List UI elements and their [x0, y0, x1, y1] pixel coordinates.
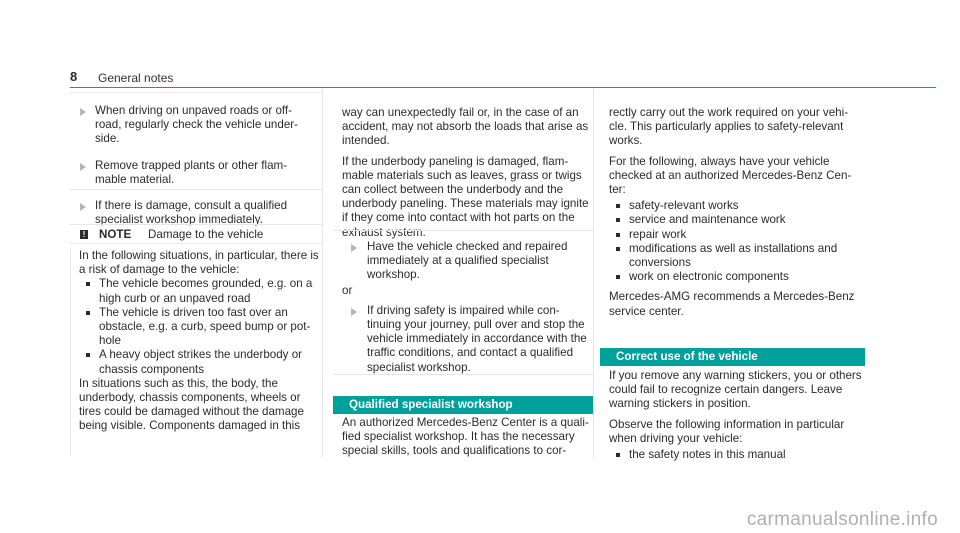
- action-box: [333, 230, 594, 375]
- column-divider: [593, 88, 594, 458]
- list-item: A heavy object strikes the underbody or chassis components: [79, 348, 323, 376]
- note-title: NOTE: [99, 228, 132, 241]
- page-header: [70, 70, 936, 86]
- list-item: Have the vehicle checked and repaired immediately at a qualified specialist workshop.: [333, 240, 593, 283]
- list-item: repair work: [609, 228, 865, 242]
- column-2-text: [342, 106, 592, 240]
- watermark: carmanualsonline.info: [746, 508, 938, 530]
- list-item: When driving on unpaved roads or off-road, regularly check the vehicle under-side.: [70, 104, 310, 147]
- list-item: service and maintenance work: [609, 213, 865, 227]
- note-box: [70, 224, 322, 456]
- list-item: The vehicle is driven too fast over an obstacle, e.g. a curb, speed bump or pot-hole: [79, 306, 323, 349]
- list-item: work on electronic components: [609, 270, 865, 284]
- section-title: Qualified specialist workshop: [333, 396, 594, 414]
- note-header: [70, 224, 323, 244]
- note-intro: In the following situations, in particular, there is a risk of damage to the vehicle:: [79, 249, 319, 277]
- paragraph: If the underbody paneling is damaged, flam-mable materials such as leaves, grass or twigs can collect between the underbody and the underbody paneling. These materials may ignite if they come into contact with hot parts on the exhaust system.: [342, 154, 589, 239]
- exclamation-icon: !: [80, 230, 88, 239]
- paragraph: way can unexpectedly fail or, in the case of an accident, may not absorb the loads that arise as intended.: [342, 106, 589, 148]
- paragraph: For the following, always have your vehicle checked at an authorized Mercedes-Benz Cen-ter:: [609, 154, 852, 197]
- note-body: [70, 249, 323, 456]
- column-divider: [322, 88, 323, 458]
- list-item: If driving safety is impaired while con-tinuing your journey, pull over and stop the vehicle immediately in accordance with the traffic conditions, and contact a qualified specialist workshop.: [333, 304, 593, 375]
- triangle-bullet-icon: [80, 163, 86, 171]
- note-outro: In situations such as this, the body, the underbody, chassis components, wheels or tires could be damaged without the damage being visible. Components damaged in this: [79, 376, 304, 433]
- list-item: the safety notes in this manual: [609, 448, 865, 462]
- section-body: If you remove any warning stickers, you or others could fail to recognize certain dangers. Leave warning stickers in position. Observe the following information in particular when driving your vehicle: the safety notes in this manual: [609, 369, 865, 462]
- header-title: General notes: [98, 71, 174, 85]
- page-number: 8: [70, 69, 78, 84]
- column-3-text: [609, 106, 865, 319]
- list-item: modifications as well as installations and conversions: [609, 242, 865, 270]
- note-subtitle: Damage to the vehicle: [148, 228, 264, 241]
- section-title: Correct use of the vehicle: [600, 348, 865, 366]
- action-box: [70, 92, 323, 227]
- triangle-bullet-icon: [80, 203, 86, 211]
- paragraph: Mercedes-AMG recommends a Mercedes-Benz service center.: [609, 290, 855, 318]
- or-label: or: [342, 283, 353, 297]
- list-item: safety-relevant works: [609, 199, 865, 213]
- bullet-list: [609, 199, 865, 284]
- list-item: The vehicle becomes grounded, e.g. on a high curb or an unpaved road: [79, 277, 323, 305]
- triangle-bullet-icon: [80, 108, 86, 116]
- paragraph: rectly carry out the work required on your vehi-cle. This particularly applies to safety-relevant works.: [609, 106, 849, 148]
- triangle-bullet-icon: [351, 308, 357, 316]
- bullet-list: [609, 448, 865, 462]
- list-item: If there is damage, consult a qualified specialist workshop immediately.: [70, 199, 310, 227]
- action-list: [70, 93, 310, 227]
- header-rule: [70, 87, 936, 88]
- triangle-bullet-icon: [351, 244, 357, 252]
- section-body: An authorized Mercedes-Benz Center is a quali-fied specialist workshop. It has the necessary special skills, tools and qualifications to cor-: [342, 416, 589, 458]
- list-item: Remove trapped plants or other flam-mable material.: [70, 159, 310, 187]
- note-list: [79, 277, 323, 376]
